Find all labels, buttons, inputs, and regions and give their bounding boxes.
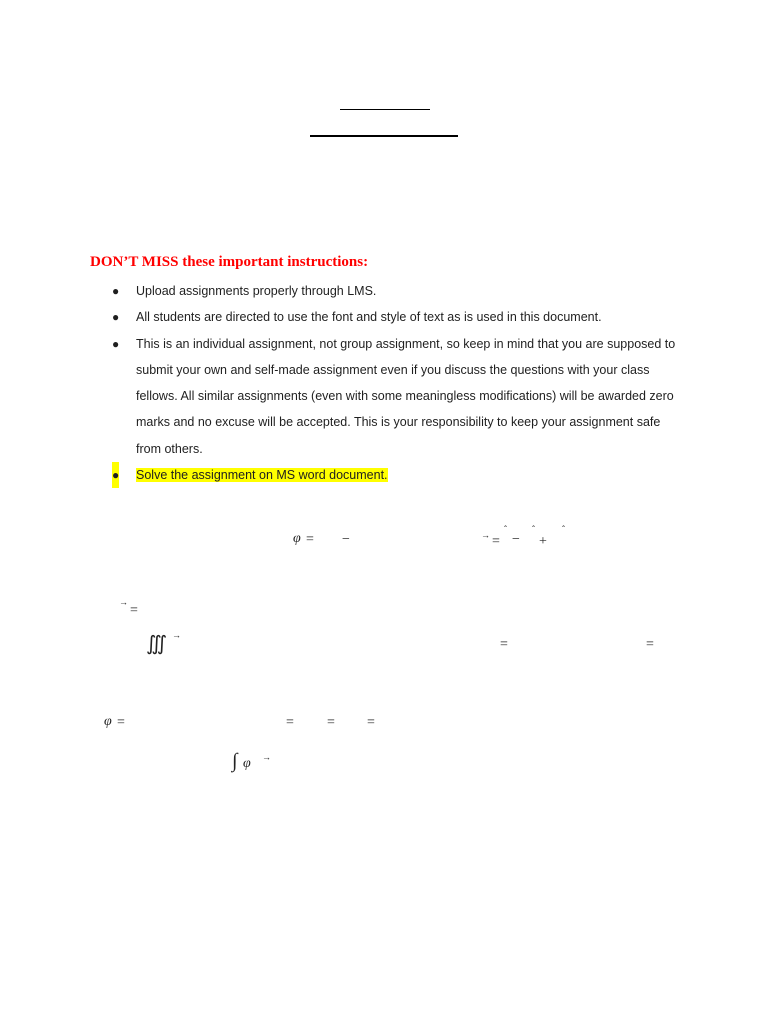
list-item [110,278,680,304]
bullet-icon: ● [112,284,120,298]
vector-arrow: → [119,597,128,607]
list-item [110,304,680,330]
bullet-icon: ● [112,336,120,351]
instructions-list [110,278,680,488]
equals-sign: = [367,715,375,730]
equals-sign: = [117,715,125,730]
title-underline-long [310,135,458,137]
equals-sign: = [327,715,335,730]
list-item [110,462,680,488]
minus-sign: − [342,532,350,547]
equals-sign: = [306,532,314,547]
plus-sign: + [539,534,547,549]
vector-arrow: → [172,630,181,640]
bullet-icon: ● [112,462,119,488]
bullet-icon: ● [112,310,120,325]
vector-arrow: → [481,530,490,540]
list-item [110,331,680,462]
instructions-heading: DON’T MISS these important instructions: [90,254,369,270]
equals-sign: = [500,637,508,652]
instruction-text: Upload assignments properly through LMS. [136,284,377,298]
equals-sign: = [492,534,500,549]
phi-symbol: φ [293,531,301,546]
equals-sign: = [646,637,654,652]
equals-sign: = [286,715,294,730]
triple-integral-symbol: ∭ [146,633,168,655]
unit-vector-hat: ˆ [562,524,565,534]
unit-vector-hat: ˆ [504,524,507,534]
integral-symbol: ∫ [232,750,238,772]
instruction-text: All students are directed to use the font and style of text as is used in this document. [136,310,602,325]
minus-sign: − [512,532,520,547]
phi-symbol: φ [243,756,251,771]
unit-vector-hat: ˆ [532,524,535,534]
vector-arrow: → [262,752,271,762]
title-underline-short [340,109,430,110]
phi-symbol: φ [104,714,112,729]
highlighted-instruction: Solve the assignment on MS word document. [136,468,388,483]
instruction-text: This is an individual assignment, not group assignment, so keep in mind that you are supposed to submit your own and self-made assignment even if you discuss the questions with your class fellows. All similar assignments (even with some meaningless modifications) will be awarded zero marks and no excuse will be accepted. This is your responsibility to keep your assignment safe from others. [136,336,676,456]
equals-sign: = [130,603,138,618]
